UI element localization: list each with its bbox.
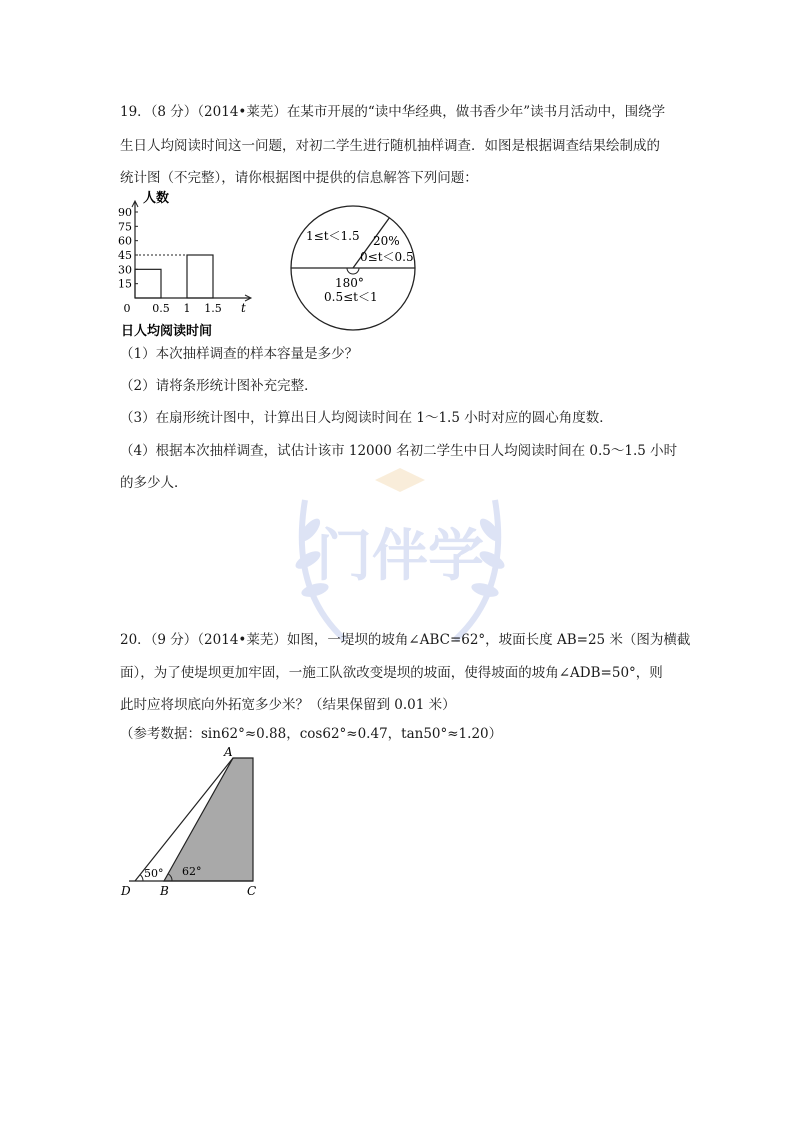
label-d: D <box>121 884 131 898</box>
q19-sub-5: 的多少人． <box>120 475 188 491</box>
q20-line-2: 面），为了使堤坝更加牢固，一施工队欲改变堤坝的坡面，使得坡面的坡角∠ADB=50°，则 <box>120 665 663 681</box>
y-tick-label: 30 <box>118 263 132 277</box>
bar-chart-xlabel: 日人均阅读时间 <box>121 324 213 339</box>
bar <box>135 269 161 298</box>
y-tick-label: 90 <box>118 206 132 219</box>
angle-b-label: 62° <box>182 865 202 878</box>
pie-slice-label: 0≤t＜0.5 <box>360 250 414 264</box>
q19-sub-3: （3）在扇形统计图中，计算出日人均阅读时间在 1～1.5 小时对应的圆心角度数． <box>120 410 613 426</box>
q19-sub-1: （1）本次抽样调查的样本容量是多少？ <box>120 346 359 362</box>
q19-sub-4: （4）根据本次抽样调查，试估计该市 12000 名初二学生中日人均阅读时间在 0.5～1.5 小时 <box>120 443 678 459</box>
angle-d-label: 50° <box>144 867 164 880</box>
label-b: B <box>160 884 169 898</box>
label-c: C <box>247 884 257 898</box>
pie-slice-label: 1≤t＜1.5 <box>306 229 360 243</box>
watermark-logo <box>250 440 550 660</box>
q19-sub-2: （2）请将条形统计图补充完整． <box>120 378 318 394</box>
q20-reference: （参考数据：sin62°≈0.88，cos62°≈0.47，tan50°≈1.20） <box>120 726 503 742</box>
q19-line-2: 生日人均阅读时间这一问题，对初二学生进行随机抽样调查．如图是根据调查结果绘制成的 <box>120 138 660 154</box>
x-tick-label: 1.5 <box>204 302 222 315</box>
q19-line-1: 19．（8 分）（2014•莱芜）在某市开展的“读中华经典，做书香少年”读书月活动中，围绕学 <box>120 104 666 120</box>
y-tick-label: 15 <box>118 277 132 291</box>
bar <box>187 255 213 298</box>
angle-d-arc <box>141 875 144 881</box>
bar-chart-ylabel: 人数 <box>143 191 170 206</box>
pie-slice-value: 180° <box>335 276 364 290</box>
svg-text:门伴学: 门伴学 <box>316 524 484 589</box>
pie-chart <box>288 203 418 333</box>
pie-slice-value: 20% <box>373 234 400 248</box>
x-tick-label: 1 <box>183 302 191 315</box>
y-tick-label: 75 <box>118 220 132 234</box>
y-tick-label: 60 <box>118 234 132 248</box>
pie-angle-mark <box>347 268 359 274</box>
q20-line-1: 20．（9 分）（2014•莱芜）如图，一堤坝的坡角∠ABC=62°，坡面长度 AB=25 米（图为横截 <box>120 632 691 648</box>
x-tick-label: 0.5 <box>152 302 170 315</box>
y-tick-label: 45 <box>118 249 132 262</box>
dam-shaded-section <box>164 758 253 881</box>
dam-diagram <box>115 745 265 900</box>
bar-chart <box>115 188 265 340</box>
pie-slice-label: 0.5≤t＜1 <box>324 290 378 304</box>
bar-chart-xvar: t <box>241 301 246 315</box>
x-tick-label: 0 <box>123 302 131 315</box>
q19-line-3: 统计图（不完整），请你根据图中提供的信息解答下列问题： <box>120 170 478 186</box>
label-a: A <box>224 745 233 759</box>
q20-line-3: 此时应将坝底向外拓宽多少米？（结果保留到 0.01 米） <box>120 697 456 713</box>
